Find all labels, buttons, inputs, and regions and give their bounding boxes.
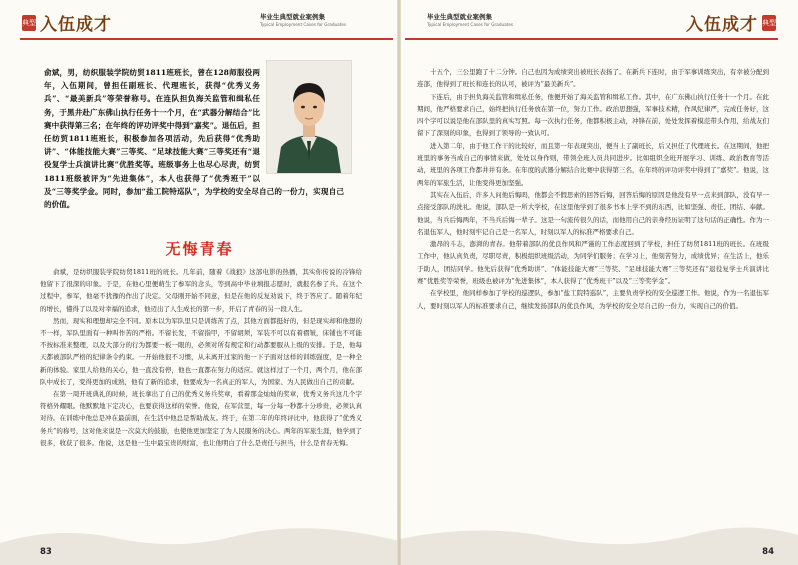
book-title	[427, 12, 513, 27]
paragraph: 其实在入伍后，许多人问他后悔吗，他都会不假思索的回答后悔，回答后悔的原因是他没有早一点来到部队，没有早一点接受部队的洗礼。他说，部队是一所大学校，在这里他学到了很多书本上学不到的东西，比如坚强、责任、团结、奉献。他说，当兵后悔两年，不当兵后悔一辈子。这是一句流传很久的话，而他用自己的亲身经历证明了这句话的正确性。作为一名退伍军人，他时刻牢记自己是一名军人，时刻以军人的标准严格要求自己。	[417, 190, 769, 236]
book-title-en: Typical Employment Cases for Graduates	[427, 22, 514, 27]
portrait-photo	[266, 60, 352, 174]
book-title	[260, 12, 346, 27]
article-title: 无悔青春	[165, 240, 234, 258]
page-number: 84	[762, 547, 774, 557]
paragraph: 下连后，由于担负海关监管和缉私任务，他便开始了海关监管和缉私工作。其中，在广东佛山执行任务十一个月。在此期间，他严格要求自己，始终把执行任务放在第一位，努力工作。政治思想强，军事技术精，作风纪律严，完成任务好，这四个字可以说是他在部队里的真实写照。每一次执行任务，他都积极主动，冲锋在前，处处发挥着模范带头作用，给战友们留下了深刻的印象，也得到了领导的一致认可。	[417, 92, 769, 138]
left-body-text	[40, 266, 362, 449]
paragraph: 十五个，三公里跑了十二分钟。自己也因为成绩突出被班长表扬了。在新兵下连时，由于军事训练突出，有幸被分配到连部，他得到了班长和连长的认可，被评为“最美新兵”。	[417, 68, 769, 89]
book-title-en: Typical Employment Cases for Graduates	[260, 22, 347, 27]
seal-badge: 典型	[22, 15, 36, 31]
seal-badge: 典型	[762, 15, 776, 31]
portrait-illustration	[267, 61, 351, 173]
paragraph: 然而，现实和理想却完全不同。原本以为军队里只是训练苦了点，其他方面都挺好的，但是现实却和他想的不一样，军队里面有一种叫作苦的严格。不留长发，不留指甲，不留胡须，军装不可以有着褶皱，床铺也不可能不按标准来整理，以及大部分的行为都要一板一眼的，必须对所有规定和行动都要服从上级的安排。于是，他每天都被部队严格的纪律条令约束。一开始他很不习惯，从未离开过家的他一下子面对这样的训练强度，是一种全新的体验。家里人给他的关心，他一直没有停，他也一直都在努力的适应。就这样过了一个月，两个月，他在部队中成长了，变得更加的成熟，他有了新的追求，他要成为一名真正的军人，为国家、为人民做出自己的贡献。	[40, 316, 362, 386]
paragraph: 进入第二年，由于他工作干的比较好，而且第一年表现突出，便当上了副班长，后又担任了代理班长。在这期间，他把班里的事务当成自己的事情来做，处处以身作则，带领全班人员共同进步。比如组织全班开展学习、训练、政治教育等活动，班里的各项工作都井井有条。在年度的武器分解结合比赛中获得第三名，在年终的评功评奖中得到了“嘉奖”。他说，这两年的军旅生活，让他变得更加坚强。	[417, 141, 769, 187]
bio-block	[44, 66, 344, 211]
right-page	[399, 0, 798, 565]
book-title-cn: 毕业生典型就业案例集	[427, 13, 492, 21]
bio-text: 俞斌，男，纺织服装学院纺贸1811班班长，曾在128师服役两年，入伍期间，曾担任副班长、代理班长，获得“优秀义务兵”、“最美新兵”等荣誉称号。在连队担负海关监管和缉私任务，于黑井赴广东佛山执行任务十一个月，在“武器分解结合”比赛中获得第三名；在年终的评功评奖中得到“嘉奖”。退伍后，担任纺贸1811班班长，积极参加各项活动，先后获得“优秀助讲”、“体能技能大赛”三等奖、“足球技能大赛”三等奖还有“退役复学士兵演讲比赛”优胜奖等。班级事务上也尽心尽责，纺贸1811班级被评为“先进集体”，本人也获得了“优秀班干”以及“三等奖学金。同时，参加“盐工院特巡队”，为学校的安全尽自己的一份力，实现自己的价值。	[44, 68, 344, 210]
paragraph: 在第一周开班典礼的时候，班长拿出了自己的优秀义务兵奖章，看着那金灿灿的奖章，优秀义务兵这几个字符格外耀眼。他默默地下定决心，也要获得这样的荣誉。他说，在军营里，每一分每一秒都十分珍贵，必须认真对待。在训练中他总是冲在最前面，在生活中他总是帮助战友。终于，在第二年的年终评比中，他获得了“优秀义务兵”的称号，这对他来说是一次莫大的鼓励，也使他更加坚定了为人民服务的决心。两年的军旅生涯，他学到了很多，收获了很多。他说，这是他一生中最宝贵的财富，也让他明白了什么是责任与担当，什么是青春无悔。	[40, 390, 362, 447]
paragraph: 在学校里，他同样参加了学校的巡逻队，参加“盐工院特巡队”，主要负责学校的安全巡逻工作。他说，作为一名退伍军人，要时刻以军人的标准要求自己，继续发扬部队的优良作风，为学校的安全尽自己的一份力，实现自己的价值。	[417, 289, 769, 310]
header-rule	[405, 38, 778, 40]
book-title-cn: 毕业生典型就业案例集	[260, 13, 325, 21]
right-header	[399, 8, 798, 44]
page-number: 83	[40, 547, 52, 557]
left-header	[0, 8, 399, 44]
ink-wash-decoration	[0, 505, 399, 565]
ink-wash-decoration	[399, 505, 798, 565]
header-logo-text: 入伍成才	[686, 15, 758, 35]
header-rule	[20, 38, 393, 40]
paragraph: 激昂的斗志，澎湃的青春。他带着部队的优良作风和严谨的工作态度回到了学校，担任了纺贸1811班的班长。在班级工作中，他认真负责，尽职尽责，积极组织班级活动，为同学们服务；在学习上，他刻苦努力，成绩优异；在生活上，他乐于助人，团结同学。他先后获得“优秀助讲”、“体能技能大赛”三等奖、“足球技能大赛”三等奖还有“退役复学士兵演讲比赛”优胜奖等荣誉，班级也被评为“先进集体”，本人获得了“优秀班干”以及“三等奖学金”。	[417, 240, 769, 286]
paragraph: 俞斌，是纺织服装学院纺贸1811班的班长。几年前，随着《战狼》这部电影的热播，其实你传说的冷锋给他留下了很深的印象。于是，在他心里便萌生了参军的念头，等到高中毕业填报志愿时，就报名参了兵。在这个过程中，参军，他毫不犹豫的作出了决定。父母刚开始不同意，但是在他的反复劝说下，终于答应了。随着年纪的增长，懂得了以及对幸福的追求，他迈出了人生成长的第一步，开启了青春的另一段人生。	[40, 268, 362, 313]
right-body-text	[417, 66, 769, 312]
header-logo-text: 入伍成才	[40, 15, 112, 35]
